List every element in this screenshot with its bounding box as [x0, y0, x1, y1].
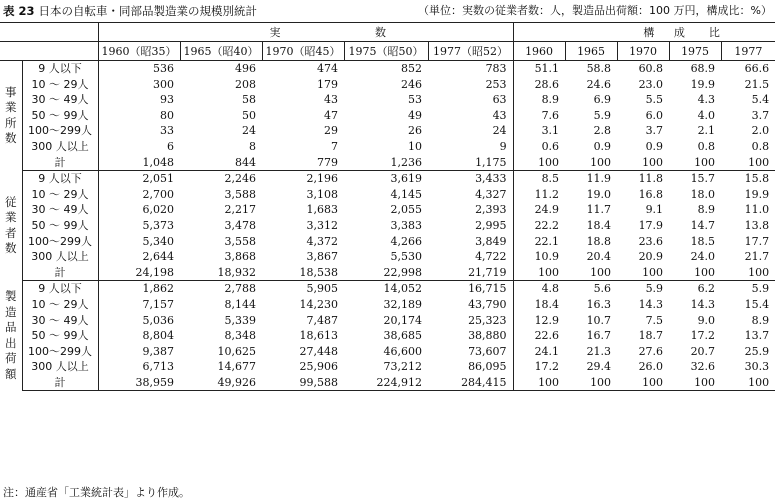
statistics-table: [0, 22, 775, 391]
cell-composition-value: 9.0: [697, 313, 716, 327]
cell-actual-value: 8,348: [224, 329, 256, 343]
table-row: [0, 234, 775, 250]
table-body: [0, 61, 775, 391]
cell-actual-value: 1,048: [98, 155, 180, 171]
cell-actual-value: 1,683: [306, 203, 338, 217]
cell-composition-value: 51.1: [534, 62, 560, 75]
cell-composition-value: 8.5: [541, 172, 560, 186]
cell-actual-value: 43: [428, 108, 513, 124]
cell-actual-value: 26: [408, 124, 422, 138]
cell-actual-value: 2,700: [142, 187, 174, 201]
cell-composition-value: 11.7: [586, 203, 612, 217]
cell-actual-value: 496: [235, 62, 256, 75]
cell-actual-value: 53: [408, 93, 422, 107]
cell-actual-value: 9,387: [142, 344, 174, 358]
row-label: 100～299人: [22, 234, 98, 250]
table-row: [0, 328, 775, 344]
cell-composition-value: 13.8: [744, 218, 770, 232]
cell-composition-value: 66.6: [744, 62, 770, 75]
row-label: 9 人以下: [22, 61, 98, 77]
cell-actual-value: 5,339: [224, 313, 256, 327]
cell-composition-value: 100: [669, 375, 721, 391]
cell-actual-value: 25,906: [299, 360, 338, 374]
cell-composition-value: 3.7: [645, 124, 664, 138]
header-year-comp: 1970: [617, 42, 669, 61]
cell-actual-value: 4,266: [390, 234, 422, 248]
cell-actual-value: 38,685: [383, 329, 422, 343]
cell-actual-value: 3,849: [428, 234, 513, 250]
cell-composition-value: 18.5: [690, 234, 716, 248]
cell-composition-value: 100: [565, 155, 617, 171]
header-actual-char-1: 実: [269, 26, 281, 39]
table-title-text: 日本の自転車・同部品製造業の規模別統計: [38, 4, 258, 18]
cell-composition-value: 24.1: [534, 344, 560, 358]
cell-composition-value: 24.0: [690, 250, 716, 264]
cell-actual-value: 4,145: [390, 187, 422, 201]
cell-actual-value: 1,236: [344, 155, 428, 171]
cell-actual-value: 852: [401, 62, 422, 75]
cell-actual-value: 7,487: [306, 313, 338, 327]
cell-composition-value: 3.1: [541, 124, 560, 138]
cell-actual-value: 5,905: [306, 282, 338, 296]
cell-composition-value: 15.4: [744, 297, 770, 311]
cell-composition-value: 6.0: [645, 108, 664, 122]
cell-actual-value: 4,372: [306, 234, 338, 248]
table-row: [0, 123, 775, 139]
table-row: [0, 344, 775, 360]
cell-actual-value: 49: [408, 108, 422, 122]
cell-actual-value: 32,189: [383, 297, 422, 311]
cell-actual-value: 9: [428, 139, 513, 155]
cell-actual-value: 5,373: [142, 218, 174, 232]
cell-actual-value: 10: [408, 139, 422, 153]
cell-composition-value: 0.8: [697, 139, 716, 153]
table-title: [3, 2, 776, 20]
cell-composition-value: 27.6: [638, 344, 664, 358]
cell-actual-value: 3,478: [224, 218, 256, 232]
cell-composition-value: 17.7: [744, 234, 770, 248]
table-row: [0, 171, 775, 187]
cell-composition-value: 5.5: [645, 93, 664, 107]
header-corner: [0, 23, 98, 42]
header-actual-numbers: [98, 23, 513, 42]
table-row: [0, 281, 775, 297]
cell-actual-value: 6,020: [142, 203, 174, 217]
source-note: 注：通産省「工業統計表」より作成。: [3, 486, 190, 499]
row-label: 10 ～ 29人: [22, 77, 98, 93]
row-label: 30 ～ 49人: [22, 202, 98, 218]
cell-composition-value: 18.4: [534, 297, 560, 311]
section-label-char: 数: [5, 241, 17, 256]
cell-composition-value: 18.0: [690, 187, 716, 201]
cell-actual-value: 43,790: [428, 297, 513, 313]
cell-actual-value: 224,912: [344, 375, 428, 391]
cell-actual-value: 3,108: [306, 187, 338, 201]
section-label-char: 者: [5, 225, 17, 240]
row-label-total: 計: [22, 265, 98, 281]
cell-composition-value: 17.2: [690, 329, 716, 343]
cell-composition-value: 19.9: [690, 77, 716, 91]
cell-actual-value: 3,868: [224, 250, 256, 264]
cell-actual-value: 284,415: [428, 375, 513, 391]
cell-composition-value: 5.4: [751, 93, 770, 107]
cell-composition-value: 30.3: [744, 360, 770, 374]
cell-actual-value: 21,719: [428, 265, 513, 281]
cell-actual-value: 8,804: [142, 329, 174, 343]
cell-actual-value: 22,998: [344, 265, 428, 281]
cell-composition-value: 100: [565, 375, 617, 391]
cell-actual-value: 783: [428, 61, 513, 77]
cell-actual-value: 93: [160, 93, 174, 107]
cell-composition-value: 5.6: [593, 282, 612, 296]
section-label-char: 事: [5, 84, 17, 99]
cell-composition-value: 19.9: [744, 187, 770, 201]
cell-actual-value: 38,880: [428, 328, 513, 344]
header-year-actual: 1970（昭45）: [262, 42, 344, 61]
table-row: [0, 155, 775, 171]
row-label-total: 計: [22, 375, 98, 391]
cell-composition-value: 6.9: [593, 93, 612, 107]
cell-actual-value: 4,722: [428, 249, 513, 265]
cell-composition-value: 21.7: [744, 250, 770, 264]
cell-composition-value: 15.8: [744, 172, 770, 186]
cell-actual-value: 73,607: [428, 344, 513, 360]
header-year-comp: 1960: [513, 42, 565, 61]
cell-actual-value: 14,677: [217, 360, 256, 374]
cell-actual-value: 29: [324, 124, 338, 138]
cell-actual-value: 5,036: [142, 313, 174, 327]
cell-actual-value: 5,530: [390, 250, 422, 264]
row-label: 100～299人: [22, 344, 98, 360]
cell-actual-value: 24: [428, 123, 513, 139]
cell-actual-value: 20,174: [383, 313, 422, 327]
section-label: [0, 281, 22, 391]
cell-composition-value: 0.8: [751, 139, 770, 153]
cell-composition-value: 14.3: [638, 297, 664, 311]
cell-actual-value: 8: [249, 139, 256, 153]
row-label: 300 人以上: [22, 139, 98, 155]
table-row: [0, 202, 775, 218]
section-label: [0, 171, 22, 281]
cell-composition-value: 11.9: [586, 172, 612, 186]
header-comp-char-2: 成: [673, 26, 685, 39]
cell-actual-value: 3,312: [306, 218, 338, 232]
cell-composition-value: 100: [513, 265, 565, 281]
cell-actual-value: 47: [324, 108, 338, 122]
row-label: 30 ～ 49人: [22, 313, 98, 329]
cell-actual-value: 46,600: [383, 344, 422, 358]
cell-composition-value: 29.4: [586, 360, 612, 374]
cell-composition-value: 7.5: [645, 313, 664, 327]
header-actual-char-2: 数: [375, 26, 387, 39]
header-year-comp: 1965: [565, 42, 617, 61]
cell-actual-value: 2,246: [224, 172, 256, 186]
cell-actual-value: 2,995: [428, 218, 513, 234]
cell-composition-value: 100: [669, 155, 721, 171]
cell-actual-value: 18,613: [299, 329, 338, 343]
row-label: 10 ～ 29人: [22, 297, 98, 313]
section-label-char: 業: [5, 100, 17, 115]
cell-composition-value: 3.7: [751, 108, 770, 122]
cell-composition-value: 11.8: [638, 172, 664, 186]
cell-composition-value: 7.6: [541, 108, 560, 122]
cell-composition-value: 21.3: [586, 344, 612, 358]
cell-actual-value: 86,095: [428, 359, 513, 375]
cell-actual-value: 43: [324, 93, 338, 107]
cell-composition-value: 16.7: [586, 329, 612, 343]
cell-composition-value: 18.4: [586, 218, 612, 232]
section-label-char: 荷: [5, 351, 17, 366]
cell-actual-value: 50: [242, 108, 256, 122]
cell-actual-value: 14,052: [383, 282, 422, 296]
cell-actual-value: 49,926: [180, 375, 262, 391]
section-label-char: 品: [5, 320, 17, 335]
cell-composition-value: 25.9: [744, 344, 770, 358]
row-label: 10 ～ 29人: [22, 187, 98, 203]
cell-composition-value: 0.9: [593, 139, 612, 153]
header-comp-char-1: 構: [643, 26, 655, 39]
cell-composition-value: 18.8: [586, 234, 612, 248]
cell-actual-value: 2,393: [428, 202, 513, 218]
cell-composition-value: 9.1: [645, 203, 664, 217]
unit-note: （単位：実数の従業者数：人，製造品出荷額：100 万円，構成比：%）: [418, 4, 772, 17]
cell-actual-value: 3,588: [224, 187, 256, 201]
cell-composition-value: 0.6: [541, 139, 560, 153]
cell-actual-value: 179: [317, 77, 338, 91]
cell-actual-value: 7: [331, 139, 338, 153]
table-row: [0, 139, 775, 155]
table-number: 表 23: [3, 4, 35, 18]
header-year-actual: 1975（昭50）: [344, 42, 428, 61]
table-row: [0, 187, 775, 203]
cell-composition-value: 15.7: [690, 172, 716, 186]
cell-actual-value: 3,867: [306, 250, 338, 264]
cell-composition-value: 8.9: [751, 313, 770, 327]
cell-actual-value: 58: [242, 93, 256, 107]
cell-actual-value: 2,644: [142, 250, 174, 264]
cell-composition-value: 23.0: [638, 77, 664, 91]
row-label: 50 ～ 99人: [22, 108, 98, 124]
table-row: [0, 108, 775, 124]
cell-composition-value: 20.4: [586, 250, 612, 264]
cell-actual-value: 7,157: [142, 297, 174, 311]
header-year-actual: 1960（昭35）: [98, 42, 180, 61]
cell-actual-value: 73,212: [383, 360, 422, 374]
cell-composition-value: 6.2: [697, 282, 716, 296]
cell-actual-value: 2,196: [306, 172, 338, 186]
row-label: 50 ～ 99人: [22, 328, 98, 344]
cell-actual-value: 6,713: [142, 360, 174, 374]
table-row: [0, 61, 775, 77]
row-label: 9 人以下: [22, 281, 98, 297]
cell-composition-value: 60.8: [638, 62, 664, 75]
cell-composition-value: 2.0: [751, 124, 770, 138]
section-label-char: 所: [5, 115, 17, 130]
header-year-actual: 1977（昭52）: [428, 42, 513, 61]
cell-composition-value: 28.6: [534, 77, 560, 91]
cell-composition-value: 14.3: [690, 297, 716, 311]
cell-actual-value: 1,862: [142, 282, 174, 296]
cell-composition-value: 68.9: [690, 62, 716, 75]
cell-actual-value: 474: [317, 62, 338, 75]
table-row: [0, 359, 775, 375]
cell-actual-value: 63: [428, 92, 513, 108]
section-label-char: 製: [5, 289, 17, 304]
cell-composition-value: 11.2: [534, 187, 560, 201]
cell-actual-value: 80: [160, 108, 174, 122]
cell-composition-value: 14.7: [690, 218, 716, 232]
section-label-char: 出: [5, 335, 17, 350]
cell-composition-value: 58.8: [586, 62, 612, 75]
cell-composition-value: 24.6: [586, 77, 612, 91]
cell-actual-value: 208: [235, 77, 256, 91]
cell-actual-value: 24: [242, 124, 256, 138]
cell-composition-value: 16.8: [638, 187, 664, 201]
cell-actual-value: 2,051: [142, 172, 174, 186]
cell-actual-value: 1,175: [428, 155, 513, 171]
cell-composition-value: 0.9: [645, 139, 664, 153]
cell-actual-value: 18,538: [262, 265, 344, 281]
cell-composition-value: 22.1: [534, 234, 560, 248]
cell-composition-value: 100: [617, 265, 669, 281]
section-label: [0, 61, 22, 171]
row-label-total: 計: [22, 155, 98, 171]
cell-composition-value: 22.2: [534, 218, 560, 232]
cell-composition-value: 100: [617, 375, 669, 391]
section-label-char: 造: [5, 304, 17, 319]
cell-composition-value: 22.6: [534, 329, 560, 343]
cell-actual-value: 2,788: [224, 282, 256, 296]
cell-actual-value: 246: [401, 77, 422, 91]
cell-composition-value: 100: [513, 375, 565, 391]
section-label-char: 額: [5, 367, 17, 382]
cell-actual-value: 3,383: [390, 218, 422, 232]
row-label: 30 ～ 49人: [22, 92, 98, 108]
cell-actual-value: 33: [160, 124, 174, 138]
cell-composition-value: 4.8: [541, 282, 560, 296]
cell-composition-value: 13.7: [744, 329, 770, 343]
header-corner-2: [0, 42, 98, 61]
cell-composition-value: 24.9: [534, 203, 560, 217]
cell-composition-value: 20.7: [690, 344, 716, 358]
cell-actual-value: 779: [262, 155, 344, 171]
cell-actual-value: 2,055: [390, 203, 422, 217]
cell-actual-value: 18,932: [180, 265, 262, 281]
cell-composition-value: 100: [721, 265, 775, 281]
cell-composition-value: 4.3: [697, 93, 716, 107]
cell-composition-value: 100: [669, 265, 721, 281]
cell-actual-value: 25,323: [428, 313, 513, 329]
header-year-actual: 1965（昭40）: [180, 42, 262, 61]
cell-composition-value: 10.7: [586, 313, 612, 327]
cell-composition-value: 100: [617, 155, 669, 171]
table-row: [0, 313, 775, 329]
cell-actual-value: 10,625: [217, 344, 256, 358]
header-year-comp: 1975: [669, 42, 721, 61]
cell-composition-value: 21.5: [744, 77, 770, 91]
cell-composition-value: 23.6: [638, 234, 664, 248]
cell-actual-value: 3,558: [224, 234, 256, 248]
row-label: 300 人以上: [22, 249, 98, 265]
cell-actual-value: 6: [167, 139, 174, 153]
row-label: 100～299人: [22, 123, 98, 139]
cell-composition-value: 100: [721, 375, 775, 391]
cell-actual-value: 844: [180, 155, 262, 171]
cell-composition-value: 5.9: [593, 108, 612, 122]
section-label-char: 数: [5, 131, 17, 146]
cell-actual-value: 16,715: [428, 281, 513, 297]
cell-actual-value: 99,588: [262, 375, 344, 391]
table-row: [0, 77, 775, 93]
cell-composition-value: 10.9: [534, 250, 560, 264]
table-row: [0, 297, 775, 313]
cell-actual-value: 24,198: [98, 265, 180, 281]
cell-composition-value: 17.9: [638, 218, 664, 232]
cell-composition-value: 8.9: [541, 93, 560, 107]
cell-composition-value: 100: [513, 155, 565, 171]
cell-composition-value: 100: [721, 155, 775, 171]
table-row: [0, 265, 775, 281]
cell-actual-value: 3,433: [428, 171, 513, 187]
header-composition: [513, 23, 775, 42]
cell-composition-value: 11.0: [744, 203, 770, 217]
cell-composition-value: 20.9: [638, 250, 664, 264]
cell-composition-value: 100: [565, 265, 617, 281]
cell-composition-value: 26.0: [638, 360, 664, 374]
cell-actual-value: 8,144: [224, 297, 256, 311]
table-row: [0, 249, 775, 265]
section-label-char: 業: [5, 210, 17, 225]
cell-actual-value: 4,327: [428, 187, 513, 203]
cell-actual-value: 27,448: [299, 344, 338, 358]
cell-actual-value: 38,959: [98, 375, 180, 391]
cell-actual-value: 253: [428, 77, 513, 93]
table-row: [0, 218, 775, 234]
cell-composition-value: 5.9: [751, 282, 770, 296]
row-label: 9 人以下: [22, 171, 98, 187]
cell-composition-value: 18.7: [638, 329, 664, 343]
header-comp-char-3: 比: [708, 26, 720, 39]
row-label: 300 人以上: [22, 359, 98, 375]
row-label: 50 ～ 99人: [22, 218, 98, 234]
cell-actual-value: 5,340: [142, 234, 174, 248]
table-row: [0, 375, 775, 391]
cell-composition-value: 16.3: [586, 297, 612, 311]
cell-composition-value: 4.0: [697, 108, 716, 122]
section-label-char: 従: [5, 194, 17, 209]
cell-composition-value: 12.9: [534, 313, 560, 327]
cell-actual-value: 2,217: [224, 203, 256, 217]
table-row: [0, 92, 775, 108]
cell-composition-value: 32.6: [690, 360, 716, 374]
cell-composition-value: 8.9: [697, 203, 716, 217]
cell-actual-value: 3,619: [390, 172, 422, 186]
header-year-comp: 1977: [721, 42, 775, 61]
cell-composition-value: 2.1: [697, 124, 716, 138]
cell-composition-value: 19.0: [586, 187, 612, 201]
cell-actual-value: 300: [153, 77, 174, 91]
cell-actual-value: 14,230: [299, 297, 338, 311]
cell-composition-value: 17.2: [534, 360, 560, 374]
cell-composition-value: 5.9: [645, 282, 664, 296]
cell-composition-value: 2.8: [593, 124, 612, 138]
cell-actual-value: 536: [153, 62, 174, 75]
